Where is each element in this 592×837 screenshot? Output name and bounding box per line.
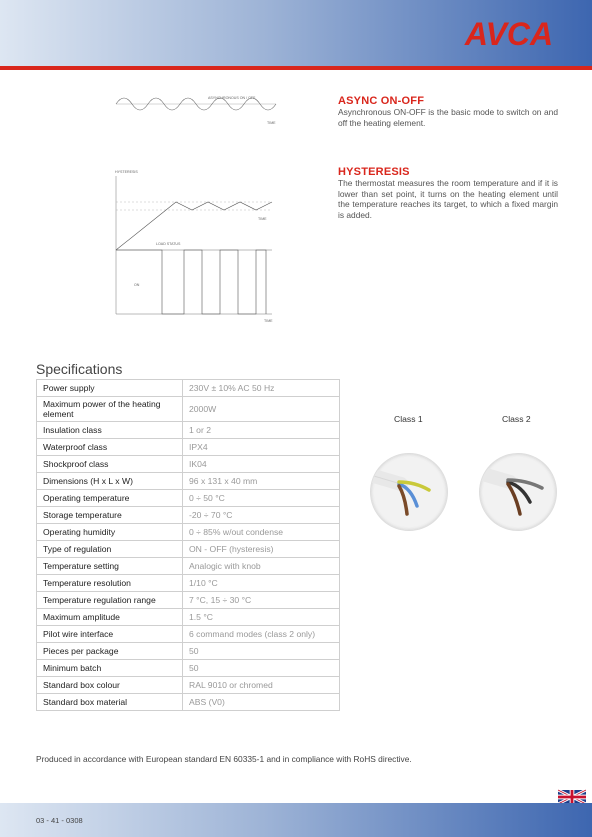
spec-label: Waterproof class [37,439,183,456]
table-row [37,626,340,643]
compliance-note: Produced in accordance with European standard EN 60335-1 and in compliance with RoHS directive. [36,754,412,764]
spec-label: Type of regulation [37,541,183,558]
table-row [37,397,340,422]
table-row [37,380,340,397]
table-row [37,660,340,677]
spec-label: Operating temperature [37,490,183,507]
hysteresis-text: The thermostat measures the room temperature and if it is lower than set point, it turns on the heating element until the temperature reaches its target, to which a fixed margin is added. [338,178,558,220]
spec-label: Maximum amplitude [37,609,183,626]
specs-title: Specifications [36,361,123,377]
spec-label: Shockproof class [37,456,183,473]
spec-value: 0 ÷ 85% w/out condense [183,524,340,541]
async-text: Asynchronous ON-OFF is the basic mode to switch on and off the heating element. [338,107,558,128]
spec-label: Operating humidity [37,524,183,541]
page-header [0,0,592,70]
spec-label: Temperature setting [37,558,183,575]
table-row [37,507,340,524]
table-row [37,439,340,456]
spec-value: -20 ÷ 70 °C [183,507,340,524]
spec-value: IK04 [183,456,340,473]
spec-value: 1 or 2 [183,422,340,439]
spec-value: 96 x 131 x 40 mm [183,473,340,490]
table-row [37,609,340,626]
hysteresis-graph-label: HYSTERESIS [115,170,138,174]
header-red-line [0,66,592,70]
spec-value: 7 °C, 15 ÷ 30 °C [183,592,340,609]
spec-value: ABS (V0) [183,694,340,711]
table-row [37,694,340,711]
class2-cable-image [479,453,557,531]
spec-label: Temperature resolution [37,575,183,592]
table-row [37,541,340,558]
spec-value: ON - OFF (hysteresis) [183,541,340,558]
spec-label: Standard box material [37,694,183,711]
spec-label: Power supply [37,380,183,397]
hysteresis-title: HYSTERESIS [338,166,410,178]
hysteresis-time-label: TIME [258,217,267,221]
class1-cable-icon [371,454,447,530]
spec-label: Insulation class [37,422,183,439]
load-status-label: LOAD STATUS [156,242,181,246]
table-row [37,473,340,490]
hysteresis-time-label-2: TIME [264,319,273,323]
spec-label: Storage temperature [37,507,183,524]
spec-value: 1/10 °C [183,575,340,592]
spec-label: Temperature regulation range [37,592,183,609]
hysteresis-graph [112,166,280,324]
spec-value: 2000W [183,397,340,422]
page-footer [0,803,592,837]
spec-value: 6 command modes (class 2 only) [183,626,340,643]
table-row [37,677,340,694]
spec-value: 50 [183,643,340,660]
spec-value: 50 [183,660,340,677]
spec-label: Pilot wire interface [37,626,183,643]
spec-label: Standard box colour [37,677,183,694]
spec-value: 1.5 °C [183,609,340,626]
async-time-label: TIME [267,121,276,125]
spec-value: 230V ± 10% AC 50 Hz [183,380,340,397]
class1-cable-image [370,453,448,531]
spec-label: Dimensions (H x L x W) [37,473,183,490]
table-row [37,524,340,541]
spec-value: 0 ÷ 50 °C [183,490,340,507]
async-graph [112,90,280,126]
async-graph-label: ASYNCHRONOUS ON / OFF [208,96,256,100]
async-title: ASYNC ON-OFF [338,95,425,107]
table-row [37,490,340,507]
class2-label: Class 2 [502,414,531,424]
specs-table [36,379,340,711]
table-row [37,456,340,473]
class2-cable-icon [480,454,556,530]
spec-label: Maximum power of the heating element [37,397,183,422]
brand-logo-text: AVCA [464,16,554,52]
class1-label: Class 1 [394,414,423,424]
table-row [37,575,340,592]
table-row [37,558,340,575]
on-label: ON [134,283,140,287]
spec-value: Analogic with knob [183,558,340,575]
spec-value: IPX4 [183,439,340,456]
table-row [37,643,340,660]
table-row [37,422,340,439]
spec-label: Pieces per package [37,643,183,660]
spec-label: Minimum batch [37,660,183,677]
document-code: 03 - 41 - 0308 [36,816,83,825]
table-row [37,592,340,609]
brand-logo [454,16,564,52]
spec-value: RAL 9010 or chromed [183,677,340,694]
